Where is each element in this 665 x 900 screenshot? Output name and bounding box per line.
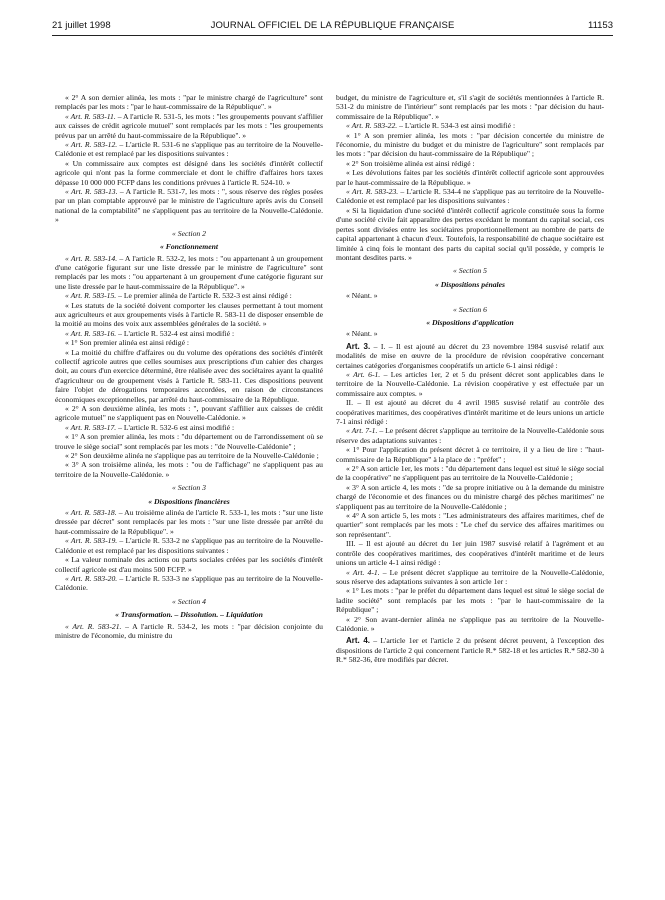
paragraph: « 1° Les mots : "par le préfet du département dans lequel est situé le siège social de ladite société" sont remplacés par les mots : "par le haut-commissaire de la République" ; — [336, 586, 604, 615]
section-title — [55, 610, 323, 619]
section-heading — [336, 305, 604, 314]
article-paragraph — [55, 187, 323, 225]
header-page-number: 11153 — [587, 20, 613, 31]
article-text: – Les articles 1er, 2 et 5 du présent décret sont applicables dans le territoire de la Nouvelle-Calédonie. La révision coopérative y est effectuée par un commissaire aux comptes. » — [336, 369, 604, 398]
article-text: – L'article R. 534-3 est ainsi modifié : — [397, 121, 516, 131]
article-ref: « Art. R. 583-11. — [65, 111, 116, 121]
article-ref: « Art. R. 583-20. — [65, 573, 118, 583]
section-title — [55, 497, 323, 506]
right-column — [336, 93, 604, 665]
article-ref: « Art. 4-1. — [346, 567, 380, 577]
paragraph: « 1° A son premier alinéa, les mots : "du département ou de l'arrondissement où se trouve le siège social" sont remplacés par les mots : "de Nouvelle-Calédonie" ; — [55, 432, 323, 451]
article-paragraph — [336, 568, 604, 587]
paragraph: budget, du ministre de l'agriculture et, s'il s'agit de sociétés mentionnées à l'article R. 531-2 du ministre de l'intérieur" sont remplacés par les mots : "par décision du haut-commissaire de la République". » — [336, 93, 604, 121]
section-title — [336, 318, 604, 327]
article-text: – L'article R. 533-2 ne s'applique pas au territoire de la Nouvelle-Calédonie et est remplacé par les dispositions suivantes : — [55, 536, 323, 555]
article-text: – L'article R. 531-6 ne s'applique pas au territoire de la Nouvelle-Calédonie et est remplacé par les dispositions suivantes : — [55, 140, 323, 159]
article-ref: « Art. 7-1. — [346, 426, 378, 436]
section-number: « Section 5 — [453, 266, 487, 276]
paragraph: « La valeur nominale des actions ou parts sociales créées par les sociétés d'intérêt collectif agricole est d'au moins 500 FCFP. » — [55, 555, 323, 574]
article-text: – A l'article R. 532-2, les mots : "ou appartenant à un groupement d'une catégorie figurant sur une liste dressée par le ministre de l'agriculture" sont remplacés par les mots : "ou appartenant à un groupement d'une catégorie figurant sur une liste dressée par le haut-commissaire de la République". » — [55, 253, 323, 291]
paragraph: « La moitié du chiffre d'affaires ou du volume des opérations des sociétés d'intérêt collectif agricole autres que celles soumises aux prescriptions d'un cahier des charges doit, au cours d'un exercice déterminé, être réalisée avec des sociétaires ayant la qualité d'agriculteur ou de groupement visés à l'article R. 583-11. Ces dispositions peuvent faire l'objet de dérogations temporaires accordées, en raison de circonstances économiques exceptionnelles, par arrêté du haut-commissaire de la République. — [55, 347, 323, 404]
section-title-text: « Dispositions pénales — [434, 279, 506, 289]
paragraph: « 4° A son article 5, les mots : "Les administrateurs des affaires maritimes, chef de quartier" sont remplacés par les mots : "Le chef du service des affaires maritimes ou son représentant". — [336, 511, 604, 539]
article-ref: « Art. R. 583-18. — [65, 508, 117, 518]
article-ref: « Art. R. 583-22. — [346, 121, 398, 131]
article-ref: « Art. R. 583-23. — [346, 187, 399, 197]
article-paragraph — [336, 342, 604, 370]
article-ref: « Art. R. 583-15. — [65, 291, 117, 301]
paragraph: « 2° Son avant-dernier alinéa ne s'applique pas au territoire de la Nouvelle-Calédonie. » — [336, 614, 604, 633]
section-heading — [55, 229, 323, 238]
paragraph: « Si la liquidation d'une société d'intérêt collectif agricole constituée sous la forme d'une société civile fait apparaître des pertes excédant le montant du capital social, ces pertes sont divisées entre les sociétaires proportionnellement au nombre de parts de capital appartenant à chacun d'eux. Toutefois, la responsabilité de chaque sociétaire est limitée à cinq fois le montant des parts du capital social qu'il possède, y compris le montant desdites parts. » — [336, 205, 604, 262]
section-title — [55, 242, 323, 251]
article-paragraph — [55, 574, 323, 593]
article-text: – I. – Il est ajouté au décret du 23 novembre 1984 susvisé relatif aux modalités de mise en œuvre de la procédure de révision coopérative concernant certaines catégories d'organismes coopératifs un article 6-1 ainsi rédigé : — [336, 341, 605, 370]
section-title-text: « Dispositions financières — [148, 496, 230, 506]
article-paragraph — [336, 636, 604, 664]
article-text: – Au troisième alinéa de l'article R. 533-1, les mots : "sur une liste dressée par décret" sont remplacés par les mots : "sur une liste dressée par arrêté du haut-commissaire de la République". » — [55, 508, 323, 536]
paragraph: « Néant. » — [346, 291, 378, 301]
article-text: – L'article R. 534-4 ne s'applique pas au territoire de la Nouvelle-Calédonie et est remplacé par les dispositions suivantes : — [336, 187, 604, 206]
section-number: « Section 4 — [172, 596, 206, 606]
article-paragraph — [55, 291, 323, 300]
paragraph: « 2° A son dernier alinéa, les mots : "par le ministre chargé de l'agriculture" sont remplacés par les mots : "par le haut-commissaire de la République". » — [55, 93, 323, 112]
paragraph: « 1° Pour l'application du présent décret à ce territoire, il y a lieu de lire : "haut-commissaire de la République" à la place de : "préfet" ; — [336, 445, 604, 464]
paragraph: II. – Il est ajouté au décret du 4 avril 1985 susvisé relatif au contrôle des coopératives maritimes, des coopératives d'intérêt maritime et de leurs unions un article 7-1 ainsi rédigé : — [336, 398, 604, 426]
article-ref: « Art. 6-1. — [346, 369, 381, 379]
paragraph: « 2° A son deuxième alinéa, les mots : ", pouvant s'affilier aux caisses de crédit agricole mutuel" ne s'appliquent pas en Nouvelle-Calédonie. » — [55, 404, 323, 423]
article-paragraph — [336, 426, 604, 445]
paragraph: « 1° Son premier alinéa est ainsi rédigé : — [65, 338, 189, 348]
paragraph: « 2° Son troisième alinéa est ainsi rédigé : — [346, 158, 475, 168]
article-text: – A l'article R. 531-7, les mots : ", sous réserve des règles posées par un plan comptable approuvé par le ministre de l'agriculture après avis du Conseil national de la comptabilité" ne s'appliquent pas au territoire de la Nouvelle-Calédonie. » — [55, 187, 323, 225]
header-rule — [52, 35, 613, 36]
article-text: – L'article R. 532-4 est ainsi modifié : — [116, 328, 235, 338]
article-ref: « Art. R. 583-17. — [65, 422, 117, 432]
article-paragraph — [336, 370, 604, 398]
section-number: « Section 6 — [453, 304, 487, 314]
article-paragraph — [55, 536, 323, 555]
article-text: – Le premier alinéa de l'article R. 532-3 est ainsi rédigé : — [116, 291, 292, 301]
paragraph: « Les statuts de la société doivent comporter les clauses permettant à tout moment aux agriculteurs et aux groupements visés à l'article R. 583-11 de disposer ensemble de la moitié au moins des voix aux assemblées générales de la société. » — [55, 300, 323, 329]
left-column — [55, 93, 323, 640]
article-paragraph — [55, 508, 323, 536]
section-heading — [55, 597, 323, 606]
article-text: – L'article R. 532-6 est ainsi modifié : — [116, 422, 235, 432]
section-heading — [336, 266, 604, 275]
paragraph: « 2° Son deuxième alinéa ne s'applique pas au territoire de la Nouvelle-Calédonie ; — [65, 451, 319, 461]
paragraph: « 2° A son article 1er, les mots : "du département dans lequel est situé le siège social de la coopérative" ne s'appliquent pas au territoire de la Nouvelle-Calédonie ; — [336, 464, 604, 483]
section-title-text: « Fonctionnement — [160, 242, 218, 252]
section-title-text: « Transformation. – Dissolution. – Liquidation — [115, 610, 263, 620]
header-date: 21 juillet 1998 — [52, 20, 111, 31]
article-ref: « Art. R. 583-21. — [65, 621, 122, 631]
article-text: – Le présent décret s'applique au territoire de la Nouvelle-Calédonie sous réserve des adaptations suivantes : — [336, 426, 604, 445]
article-paragraph — [336, 121, 604, 130]
paragraph: « 1° A son premier alinéa, les mots : "par décision concertée du ministre de l'économie, du ministre du budget et du ministre de l'agriculture" sont remplacés par les mots : "par décision du haut-commissaire de la République" ; — [336, 130, 604, 159]
paragraph: « Néant. » — [346, 329, 378, 339]
section-title — [336, 280, 604, 289]
article-ref: « Art. R. 583-12. — [65, 140, 118, 150]
article-ref: « Art. R. 583-19. — [65, 536, 118, 546]
article-text: – L'article 1er et l'article 2 du présent décret peuvent, à l'exception des dispositions de l'article 2 qui concernent l'article R.* 582-18 et les articles R.* 582-30 à R.* 582-36, être modifiés par décret. — [336, 636, 605, 665]
paragraph: « Un commissaire aux comptes est désigné dans les sociétés d'intérêt collectif agricole qui n'ont pas la forme commerciale et dont le chiffre d'affaires hors taxes dépasse 10 000 000 FCFP dans les conditions prévues à l'article R. 524-10. » — [55, 158, 323, 187]
paragraph: « 3° A son article 4, les mots : "de sa propre initiative ou à la demande du ministre chargé de l'économie et des finances ou du ministre chargé des pêches maritimes" ne s'appliquent pas au territoire de la Nouvelle-Calédonie ; — [336, 482, 604, 511]
article-ref: « Art. R. 583-16. — [65, 328, 117, 338]
article-paragraph — [55, 329, 323, 338]
article-ref: « Art. R. 583-14. — [65, 253, 118, 263]
article-text: – A l'article R. 534-2, les mots : "par décision conjointe du ministre de l'économie, du ministre du — [55, 621, 323, 640]
page-header — [52, 20, 613, 36]
paragraph: « 3° A son troisième alinéa, les mots : "ou de l'affichage" ne s'appliquent pas au territoire de la Nouvelle-Calédonie. » — [55, 460, 323, 479]
article-label: Art. 4. — [346, 636, 371, 646]
section-heading — [55, 483, 323, 492]
article-text: – A l'article R. 531-5, les mots : "les groupements pouvant s'affilier aux caisses de crédit agricole mutuel" sont remplacés par les mots : "les groupements prévus par un arrêté du haut-commissaire de la République". » — [55, 111, 324, 140]
article-paragraph — [55, 622, 323, 641]
paragraph: « Les dévolutions faites par les sociétés d'intérêt collectif agricole sont approuvées par le haut-commissaire de la République. » — [336, 168, 604, 187]
article-text: – L'article R. 533-3 ne s'applique pas au territoire de la Nouvelle-Calédonie. — [55, 573, 323, 593]
article-label: Art. 3. — [346, 341, 371, 351]
article-paragraph — [55, 112, 323, 140]
section-title-text: « Dispositions d'application — [426, 317, 514, 327]
article-paragraph — [55, 254, 323, 292]
article-paragraph — [336, 187, 604, 206]
header-title: JOURNAL OFFICIEL DE LA RÉPUBLIQUE FRANÇAISE — [210, 20, 455, 31]
article-paragraph — [55, 140, 323, 159]
article-paragraph — [55, 423, 323, 432]
article-ref: « Art. R. 583-13. — [65, 187, 118, 197]
section-number: « Section 2 — [172, 228, 206, 238]
section-number: « Section 3 — [172, 483, 206, 493]
paragraph: III. – Il est ajouté au décret du 1er juin 1987 susvisé relatif à l'agrément et au contrôle des coopératives maritimes, des coopératives d'intérêt maritime et de leurs unions un article 4-1 ainsi rédigé : — [336, 539, 604, 568]
article-text: – Le présent décret s'applique au territoire de la Nouvelle-Calédonie, sous réserve des adaptations suivantes à son article 1er : — [336, 567, 604, 586]
